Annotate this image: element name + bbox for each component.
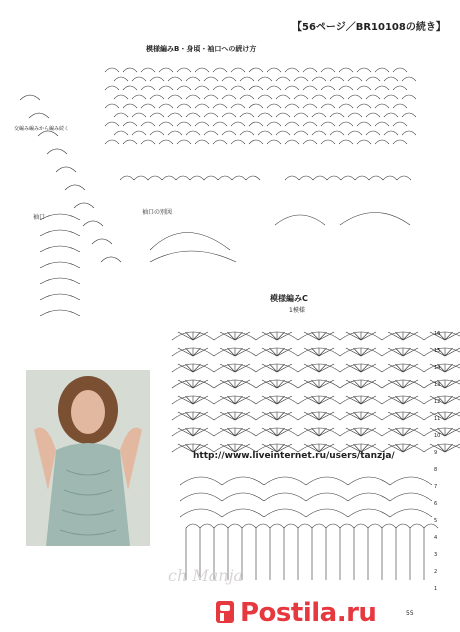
row-number: 9 <box>434 450 438 456</box>
row-number: 14 <box>434 365 441 371</box>
section-c-title: 模様編みC <box>270 294 308 303</box>
page-number: 55 <box>406 610 414 617</box>
pattern-repeat-label: 1模様 <box>289 307 305 314</box>
postila-logo-icon <box>214 600 236 624</box>
model-photo <box>26 370 150 546</box>
row-number: 12 <box>434 399 441 405</box>
postila-brand[interactable]: Postila.ru <box>240 598 377 628</box>
section-b-title: 模様編みB・身頃・袖口への続け方 <box>146 45 257 53</box>
row-number: 1 <box>434 586 438 592</box>
row-number: 10 <box>434 433 441 439</box>
row-number: 8 <box>434 467 438 473</box>
sleeve-separate-label: 袖口の別図 <box>142 209 173 216</box>
row-number: 2 <box>434 569 438 575</box>
row-number: 7 <box>434 484 438 490</box>
model-photo-illustration <box>26 370 150 546</box>
row-number: 6 <box>434 501 438 507</box>
row-number: 13 <box>434 382 441 388</box>
page-header-title: 【56ページ／BR10108の続き】 <box>292 22 446 33</box>
source-url[interactable]: http://www.liveinternet.ru/users/tanzja/ <box>193 451 395 461</box>
row-number: 5 <box>434 518 438 524</box>
watermark: ch Manja <box>168 566 244 585</box>
row-number: 11 <box>434 416 441 422</box>
underarm-note: 交編み編みから編み続く <box>14 126 70 132</box>
row-number: 15 <box>434 348 441 354</box>
row-number: 3 <box>434 552 438 558</box>
row-number: 16 <box>434 331 441 337</box>
sleeve-label: 袖口 <box>33 214 46 221</box>
row-number: 4 <box>434 535 438 541</box>
